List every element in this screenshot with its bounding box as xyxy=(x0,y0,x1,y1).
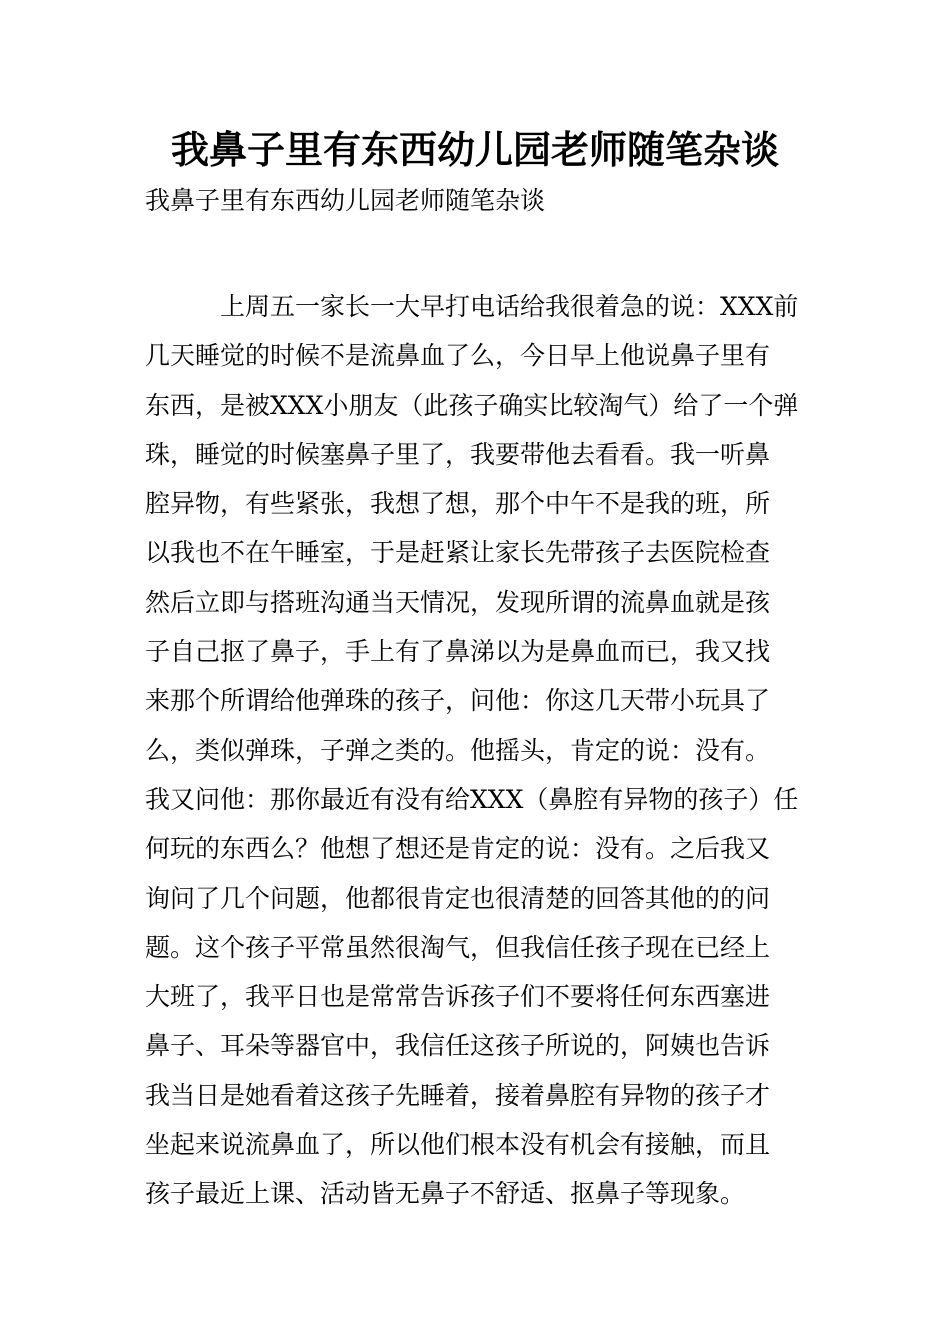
body-paragraph xyxy=(145,282,805,1219)
paragraph-line: 么，类似弹珠，子弹之类的。他摇头，肯定的说：没有。 xyxy=(145,735,771,765)
paragraph-line: 询问了几个问题，他都很肯定也很清楚的回答其他的的问 xyxy=(145,883,771,913)
paragraph-line: 题。这个孩子平常虽然很淘气，但我信任孩子现在已经上 xyxy=(145,932,771,962)
paragraph-line: 上周五一家长一大早打电话给我很着急的说：XXX前 xyxy=(220,292,799,321)
paragraph-line: 何玩的东西么？他想了想还是肯定的说：没有。之后我又 xyxy=(145,834,771,864)
paragraph-line: 东西，是被XXX小朋友（此孩子确实比较淘气）给了一个弹 xyxy=(145,390,799,420)
paragraph-line: 坐起来说流鼻血了，所以他们根本没有机会有接触，而且 xyxy=(145,1130,771,1160)
document-subtitle: 我鼻子里有东西幼儿园老师随笔杂谈 xyxy=(145,186,546,215)
paragraph-line: 子自己抠了鼻子，手上有了鼻涕以为是鼻血而已，我又找 xyxy=(145,637,771,667)
document-title: 我鼻子里有东西幼儿园老师随笔杂谈 xyxy=(170,128,779,172)
paragraph-line: 鼻子、耳朵等器官中，我信任这孩子所说的，阿姨也告诉 xyxy=(145,1031,771,1061)
paragraph-line: 来那个所谓给他弹珠的孩子，问他：你这几天带小玩具了 xyxy=(145,686,771,716)
paragraph-line: 腔异物，有些紧张，我想了想，那个中午不是我的班，所 xyxy=(145,489,771,519)
paragraph-line: 大班了，我平日也是常常告诉孩子们不要将任何东西塞进 xyxy=(145,982,771,1012)
paragraph-line: 几天睡觉的时候不是流鼻血了么，今日早上他说鼻子里有 xyxy=(145,341,771,371)
paragraph-line: 孩子最近上课、活动皆无鼻子不舒适、抠鼻子等现象。 xyxy=(145,1179,746,1209)
paragraph-line: 以我也不在午睡室，于是赶紧让家长先带孩子去医院检查 xyxy=(145,538,771,568)
paragraph-line: 我当日是她看着这孩子先睡着，接着鼻腔有异物的孩子才 xyxy=(145,1080,771,1110)
paragraph-line: 我又问他：那你最近有没有给XXX（鼻腔有异物的孩子）任 xyxy=(145,784,799,814)
paragraph-line: 然后立即与搭班沟通当天情况，发现所谓的流鼻血就是孩 xyxy=(145,587,771,617)
paragraph-line: 珠，睡觉的时候塞鼻子里了，我要带他去看看。我一听鼻 xyxy=(145,439,771,469)
